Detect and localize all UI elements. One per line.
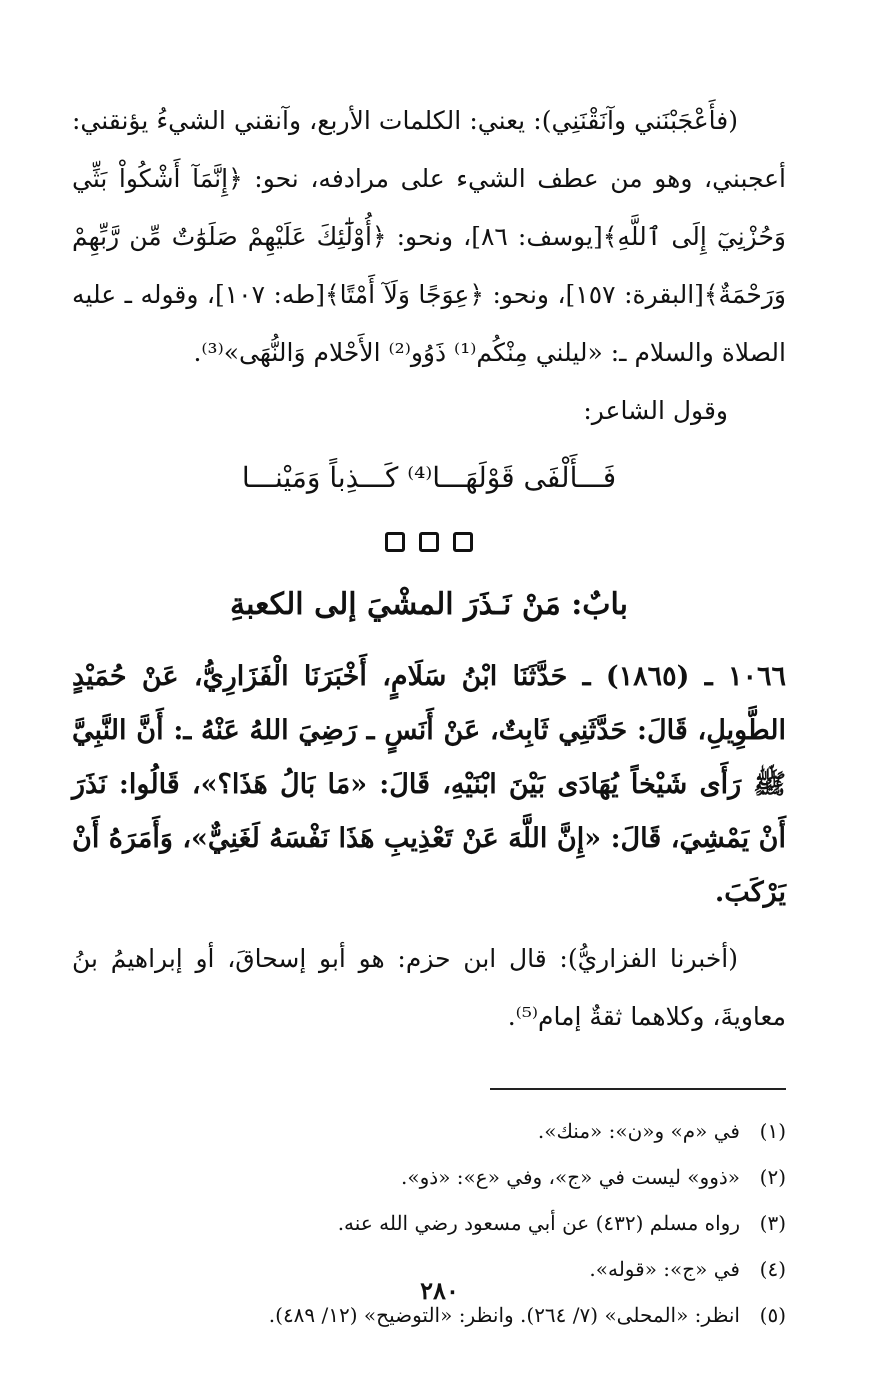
footnote-text: رواه مسلم (٤٣٢) عن أبي مسعود رضي الله عنه. xyxy=(337,1211,740,1235)
footnote xyxy=(72,1154,786,1200)
footnote-number: (٥) xyxy=(759,1303,786,1327)
footnote xyxy=(72,1200,786,1246)
footnote xyxy=(72,1108,786,1154)
footnote-text: «ذوو» ليست في «ج»، وفي «ع»: «ذو». xyxy=(401,1165,740,1189)
commentary-paragraph: (أخبرنا الفزاريُّ): قال ابن حزم: هو أبو إسحاقَ، أو إبراهيمُ بنُ معاويةَ، وكلاهما ثقةٌ إمام⁽⁵⁾. xyxy=(72,944,786,1031)
footnote-number: (٤) xyxy=(759,1257,786,1281)
separator-box-icon xyxy=(385,532,405,552)
separator-box-icon xyxy=(419,532,439,552)
hadith-text: ١٠٦٦ ـ (١٨٦٥) ـ حَدَّثَنَا ابْنُ سَلَامٍ، أَخْبَرَنَا الْفَزَارِيُّ، عَنْ حُمَيْدٍ الطَّوِيلِ، قَالَ: حَدَّثَنِي ثَابِتٌ، عَنْ أَنَسٍ ـ رَضِيَ اللهُ عَنْهُ ـ: أَنَّ النَّبِيَّ ﷺ رَأَى شَيْخاً يُهَادَى بَيْنَ ابْنَيْهِ، قَالَ: «مَا بَالُ هَذَا؟»، قَالُوا: نَذَرَ أَنْ يَمْشِيَ، قَالَ: «إِنَّ اللَّهَ عَنْ تَعْذِيبِ هَذَا نَفْسَهُ لَغَنِيٌّ»، وَأَمَرَهُ أَنْ يَرْكَبَ. xyxy=(72,661,786,908)
section-separator xyxy=(72,532,786,552)
footnote-number: (١) xyxy=(759,1119,786,1143)
book-page xyxy=(72,92,786,1338)
footnote-text: في «ج»: «قوله». xyxy=(589,1257,740,1281)
footnote-divider xyxy=(490,1088,786,1090)
explanation-paragraph: (فأَعْجَبْنَني وآنَقْنَنِي): يعني: الكلمات الأربع، وآنقني الشيءُ يؤنقني: أعجبني، وهو من عطف الشيء على مرادفه، نحو: ﴿إِنَّمَآ أَشْكُواْ بَثِّي وَحُزْنِيٓ إِلَى ٱللَّهِ﴾[يوسف: ٨٦]، ونحو: ﴿أُوْلَٰٓئِكَ عَلَيْهِمْ صَلَوَٰتٌ مِّن رَّبِّهِمْ وَرَحْمَةٌ﴾[البقرة: ١٥٧]، ونحو: ﴿عِوَجًا وَلَآ أَمْتًا﴾[طه: ١٠٧]، وقوله ـ عليه الصلاة والسلام ـ: «ليلني مِنْكُم⁽¹⁾ ذَوُو⁽²⁾ الأَحْلام وَالنُّهَى»⁽³⁾. xyxy=(72,106,787,367)
footnote-text: انظر: «المحلى» (٧/ ٢٦٤). وانظر: «التوضيح» (١٢/ ٤٨٩). xyxy=(268,1303,740,1327)
poetry-verse: فَـــأَلْفَى قَوْلَهَـــا⁽⁴⁾ كَـــذِباً وَمَيْنـــا xyxy=(241,461,617,494)
footnote-text: في «م» و«ن»: «منك». xyxy=(537,1119,740,1143)
separator-box-icon xyxy=(453,532,473,552)
footnote-number: (٢) xyxy=(759,1165,786,1189)
page-number: ٢٨٠ xyxy=(420,1276,459,1305)
chapter-title: بابٌ: مَنْ نَـذَرَ المشْيَ إلى الكعبةِ xyxy=(229,587,629,622)
footnote-number: (٣) xyxy=(759,1211,786,1235)
poet-intro: وقول الشاعر: xyxy=(583,396,728,425)
